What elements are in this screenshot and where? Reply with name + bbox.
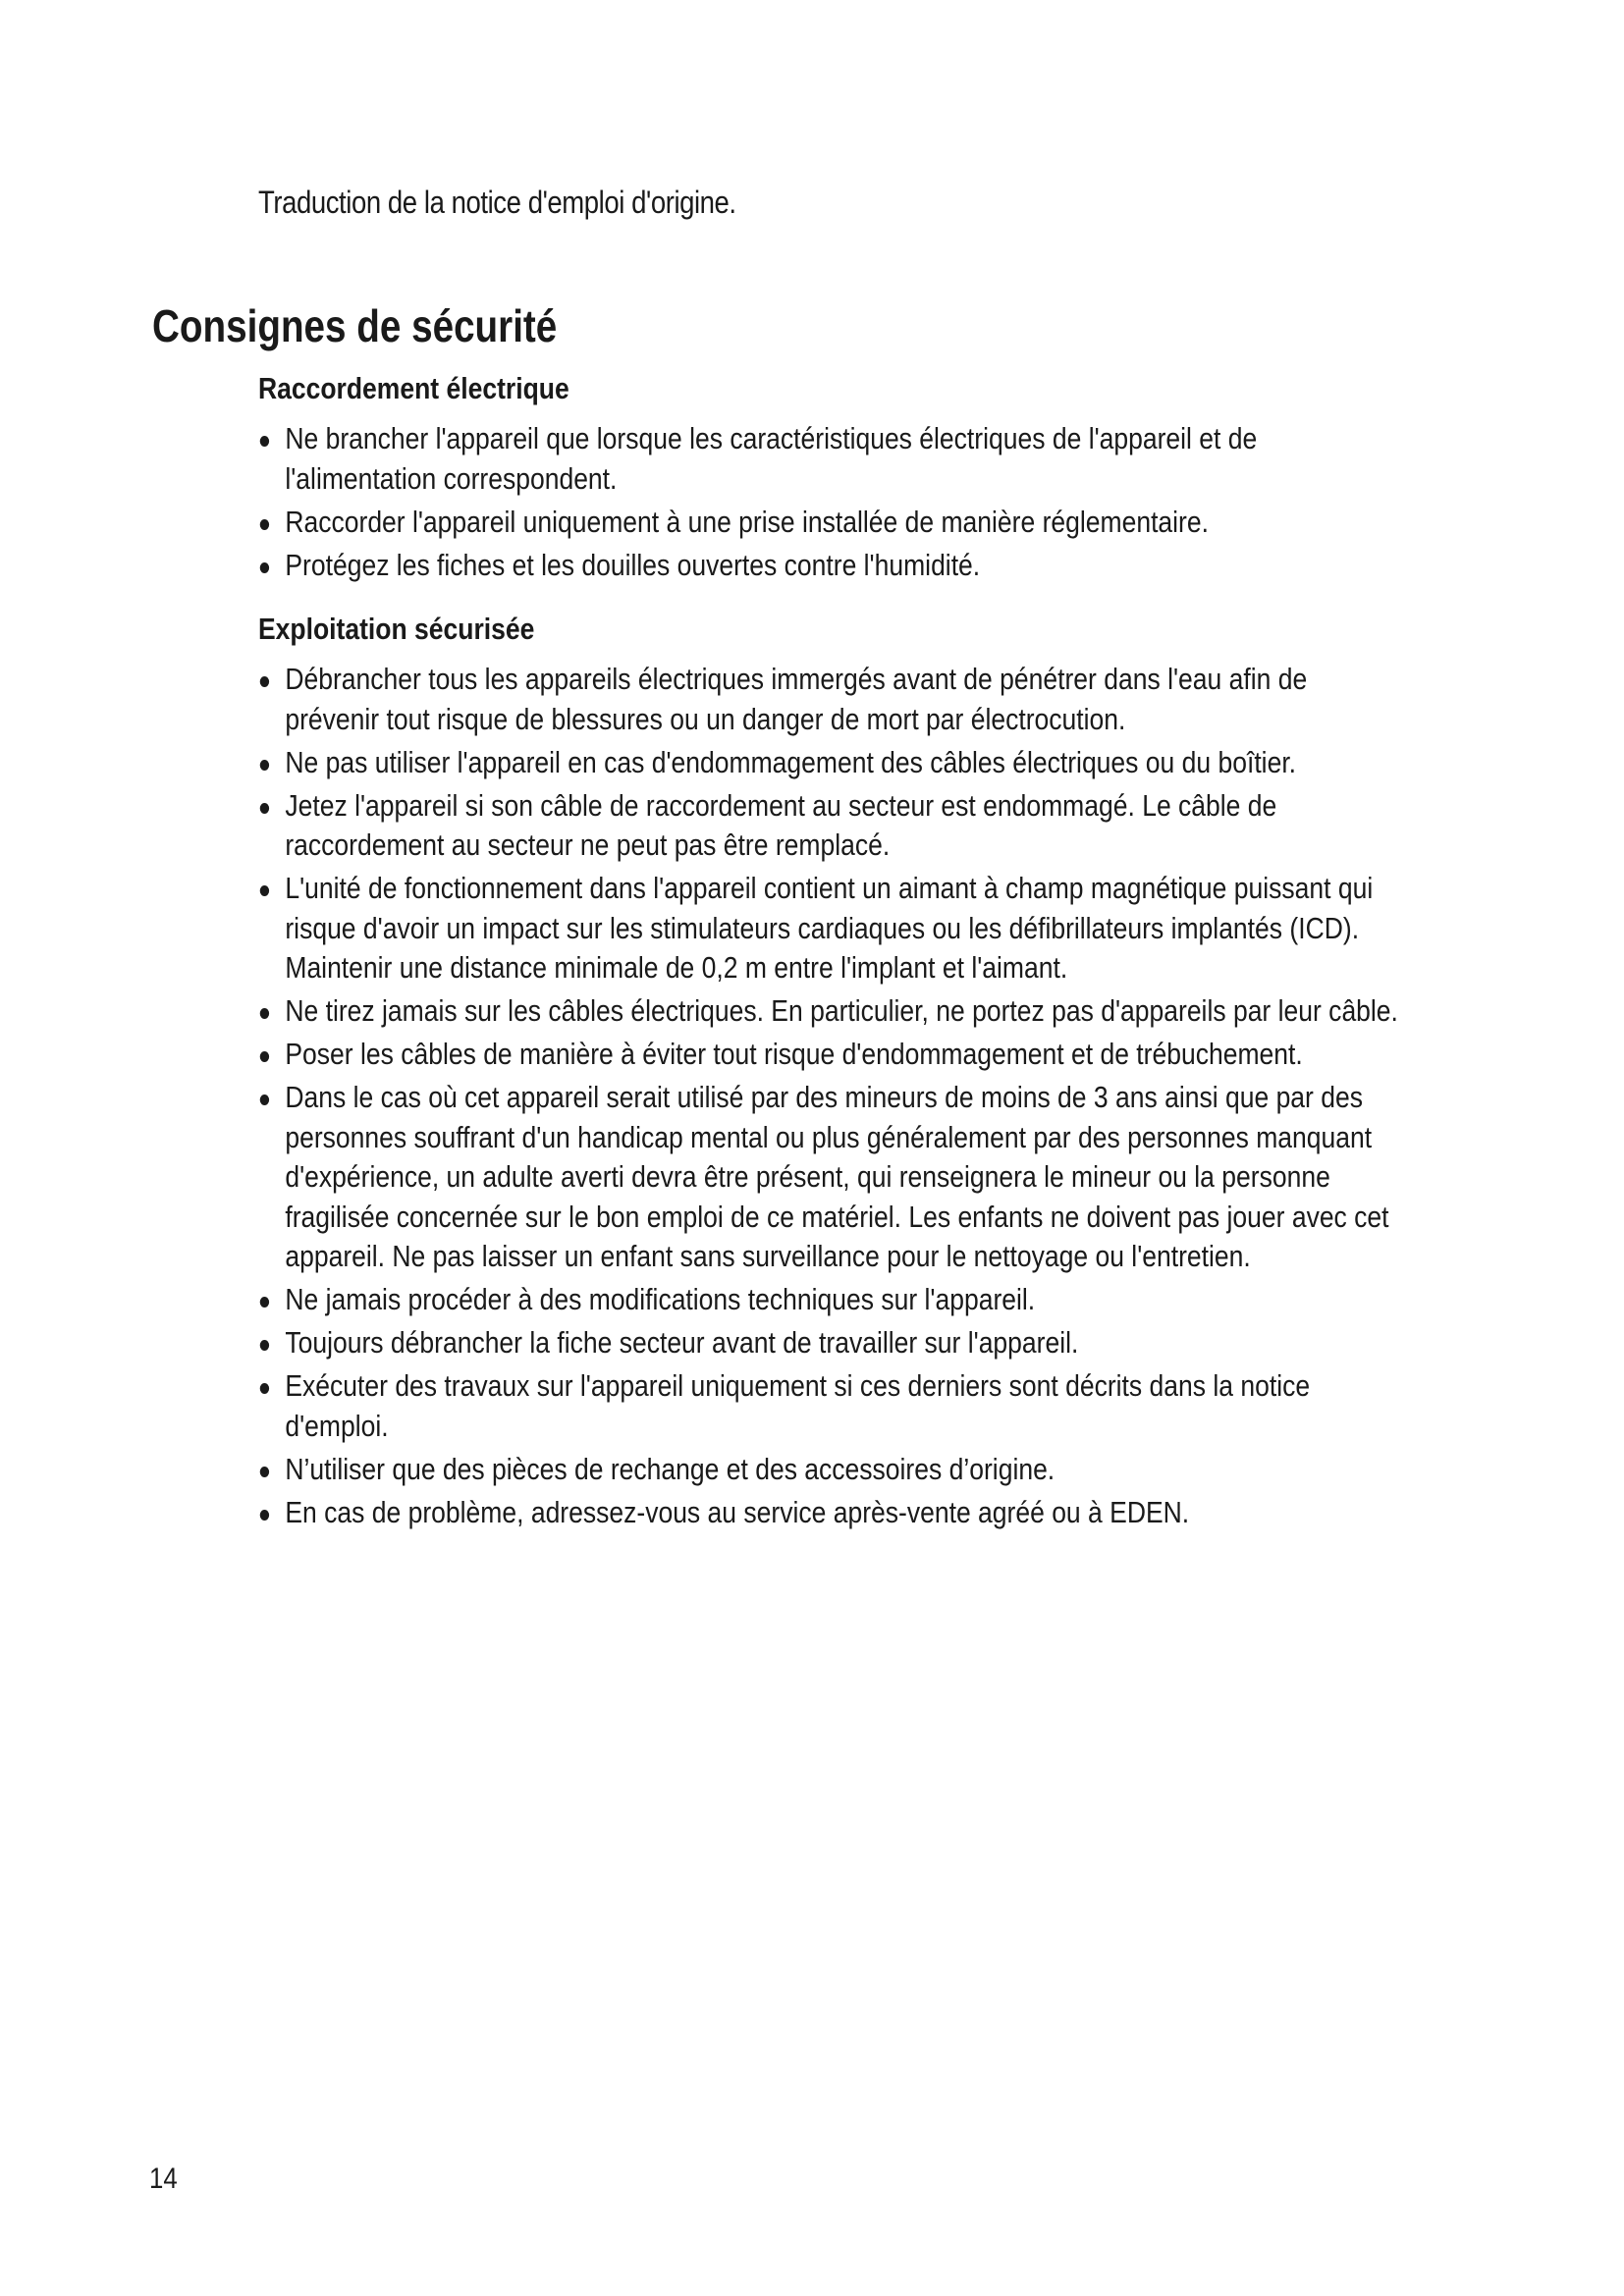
list-item: Exécuter des travaux sur l'appareil uniquement si ces derniers sont décrits dans la notice d'emploi.	[258, 1366, 1402, 1446]
bullet-list	[258, 660, 1434, 1532]
section-heading: Exploitation sécurisée	[258, 612, 535, 646]
list-item: Poser les câbles de manière à éviter tout risque d'endommagement et de trébuchement.	[258, 1035, 1402, 1075]
page-title: Consignes de sécurité	[152, 300, 558, 351]
list-item: N’utiliser que des pièces de rechange et des accessoires d’origine.	[258, 1450, 1402, 1490]
section-heading: Raccordement électrique	[258, 371, 569, 405]
list-item: Dans le cas où cet appareil serait utilisé par des mineurs de moins de 3 ans ainsi que par des personnes souffrant d'un handicap mental ou plus généralement par des personnes manquant d'expérience, un adulte averti devra être présent, qui renseignera le mineur ou la personne fragilisée concernée sur le bon emploi de ce matériel. Les enfants ne doivent pas jouer avec cet appareil. Ne pas laisser un enfant sans surveillance pour le nettoyage ou l'entretien.	[258, 1078, 1402, 1277]
list-item: Jetez l'appareil si son câble de raccordement au secteur est endommagé. Le câble de raccordement au secteur ne peut pas être remplacé.	[258, 786, 1402, 866]
list-item: Protégez les fiches et les douilles ouvertes contre l'humidité.	[258, 546, 1402, 586]
section-electrical-connection	[258, 368, 1434, 589]
bullet-list	[258, 419, 1434, 585]
list-item: Débrancher tous les appareils électriques immergés avant de pénétrer dans l'eau afin de prévenir tout risque de blessures ou un danger de mort par électrocution.	[258, 660, 1402, 739]
list-item: En cas de problème, adressez-vous au service après-vente agréé ou à EDEN.	[258, 1493, 1402, 1533]
list-item: Ne jamais procéder à des modifications techniques sur l'appareil.	[258, 1280, 1402, 1320]
list-item: Ne tirez jamais sur les câbles électriques. En particulier, ne portez pas d'appareils par leur câble.	[258, 991, 1402, 1032]
page-number: 14	[149, 2163, 178, 2195]
list-item: Raccorder l'appareil uniquement à une prise installée de manière réglementaire.	[258, 503, 1402, 543]
section-safe-operation	[258, 609, 1434, 1536]
translation-note: Traduction de la notice d'emploi d'origine.	[258, 185, 736, 220]
list-item: Toujours débrancher la fiche secteur avant de travailler sur l'appareil.	[258, 1323, 1402, 1363]
list-item: Ne brancher l'appareil que lorsque les caractéristiques électriques de l'appareil et de l'alimentation correspondent.	[258, 419, 1402, 499]
list-item: Ne pas utiliser l'appareil en cas d'endommagement des câbles électriques ou du boîtier.	[258, 743, 1402, 783]
list-item: L'unité de fonctionnement dans l'appareil contient un aimant à champ magnétique puissant qui risque d'avoir un impact sur les stimulateurs cardiaques ou les défibrillateurs implantés (ICD). Maintenir une distance minimale de 0,2 m entre l'implant et l'aimant.	[258, 869, 1402, 988]
